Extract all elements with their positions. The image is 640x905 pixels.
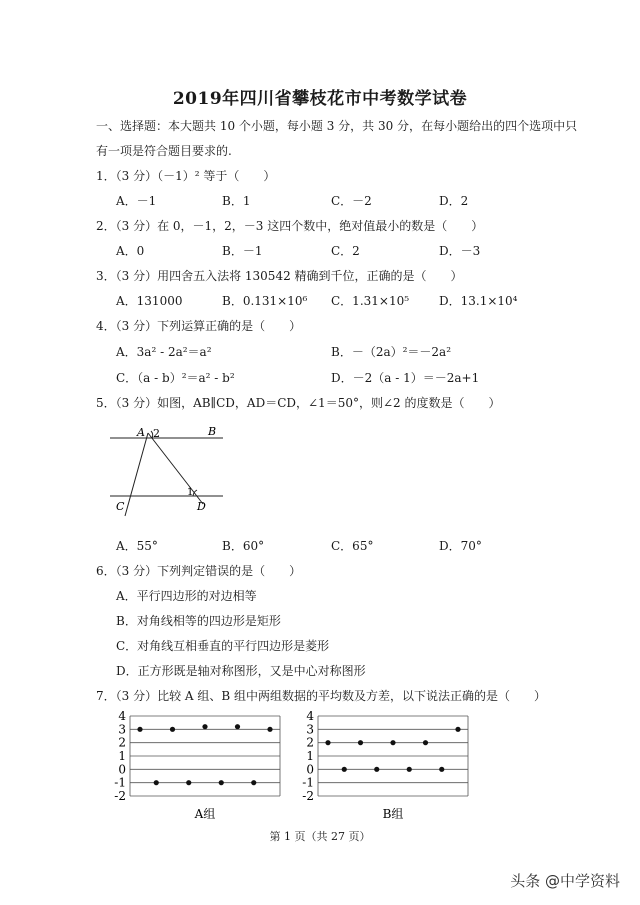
data-point (423, 740, 428, 745)
y-tick-label: 1 (306, 749, 314, 763)
q1-option-d: D．2 (439, 194, 469, 208)
x-axis-label: A组 (194, 807, 216, 821)
q7-stem: 7．（3 分）比较 A 组、B 组中两组数据的平均数及方差，以下说法正确的是（ ） (96, 689, 547, 703)
label-d: D (197, 500, 206, 513)
y-tick-label: 0 (118, 762, 126, 777)
q4-option-d: D．－2（a - 1）＝－2a+1 (331, 371, 480, 385)
y-tick-label: 3 (306, 722, 314, 737)
y-tick-label: 0 (306, 762, 314, 777)
y-tick-label: 2 (118, 735, 126, 750)
q2-stem: 2．（3 分）在 0，－1，2，－3 这四个数中，绝对值最小的数是（ ） (96, 219, 484, 233)
q3-option-d: D．13.1×10⁴ (439, 294, 518, 308)
q3-option-b: B．0.131×10⁶ (222, 294, 308, 308)
q5-geometry-figure (105, 418, 230, 518)
label-b: B (208, 425, 217, 438)
y-tick-label: 3 (118, 722, 126, 737)
y-tick-label: 1 (118, 749, 126, 763)
q1-option-a: A．－1 (116, 194, 157, 208)
y-tick-label: -1 (302, 775, 314, 790)
q5-option-d: D．70° (439, 539, 482, 553)
data-point (202, 724, 207, 729)
data-point (219, 780, 224, 785)
watermark: 头条 @中学资料 (510, 872, 620, 890)
q5-option-c: C．65° (331, 539, 374, 553)
data-point (325, 740, 330, 745)
q5-stem: 5．（3 分）如图，AB∥CD，AD＝CD，∠1＝50°，则∠2 的度数是（ ） (96, 396, 501, 410)
data-point (267, 727, 272, 732)
q6-option-b: B．对角线相等的四边形是矩形 (116, 614, 281, 628)
data-point (439, 767, 444, 772)
q5-option-b: B．60° (222, 539, 265, 553)
data-point (407, 767, 412, 772)
q1-option-b: B．1 (222, 194, 251, 208)
section-instructions-line2: 有一项是符合题目要求的. (96, 144, 232, 158)
page-title: 2019年四川省攀枝花市中考数学试卷 (172, 89, 468, 109)
label-a: A (137, 426, 145, 439)
data-point (170, 727, 175, 732)
q2-option-a: A．0 (116, 244, 145, 258)
q5-option-a: A．55° (116, 539, 158, 553)
line-ad (148, 433, 203, 504)
q6-option-a: A．平行四边形的对边相等 (116, 589, 257, 603)
q3-option-a: A．131000 (116, 294, 183, 308)
q3-stem: 3．（3 分）用四舍五入法将 130542 精确到千位，正确的是（ ） (96, 269, 463, 283)
q4-stem: 4．（3 分）下列运算正确的是（ ） (96, 319, 302, 333)
data-point (374, 767, 379, 772)
q4-option-b: B．－（2a）²＝－2a² (331, 345, 452, 359)
q6-option-d: D．正方形既是轴对称图形，又是中心对称图形 (116, 664, 366, 678)
x-axis-label: B组 (382, 807, 404, 821)
q2-option-c: C．2 (331, 244, 360, 258)
y-tick-label: 4 (306, 709, 314, 723)
q2-option-d: D．－3 (439, 244, 481, 258)
chart-group-a (108, 708, 290, 828)
q6-stem: 6．（3 分）下列判定错误的是（ ） (96, 564, 302, 578)
data-point (154, 780, 159, 785)
data-point (235, 724, 240, 729)
data-point (251, 780, 256, 785)
y-tick-label: 4 (118, 709, 126, 723)
q4-option-c: C．（a - b）²＝a² - b² (116, 371, 235, 385)
data-point (358, 740, 363, 745)
y-tick-label: -2 (302, 789, 314, 803)
label-angle-2: 2 (153, 427, 160, 440)
data-point (137, 727, 142, 732)
q1-stem: 1．（3 分）（－1）² 等于（ ） (96, 169, 276, 183)
q4-option-a: A．3a² - 2a²＝a² (116, 345, 212, 359)
data-point (390, 740, 395, 745)
label-c: C (116, 500, 125, 513)
data-point (455, 727, 460, 732)
chart-group-b (296, 708, 476, 828)
data-point (342, 767, 347, 772)
y-tick-label: -1 (114, 775, 126, 790)
data-point (186, 780, 191, 785)
y-tick-label: -2 (114, 789, 126, 803)
q3-option-c: C．1.31×10⁵ (331, 294, 410, 308)
y-tick-label: 2 (306, 735, 314, 750)
q6-option-c: C．对角线互相垂直的平行四边形是菱形 (116, 639, 330, 653)
line-ac (125, 433, 148, 516)
q2-option-b: B．－1 (222, 244, 263, 258)
q1-option-c: C．－2 (331, 194, 372, 208)
section-instructions-line1: 一、选择题：本大题共 10 个小题，每小题 3 分，共 30 分，在每小题给出的四个选项中只 (96, 119, 578, 133)
label-angle-1: 1 (187, 487, 194, 498)
page-footer: 第 1 页（共 27 页） (269, 830, 371, 843)
